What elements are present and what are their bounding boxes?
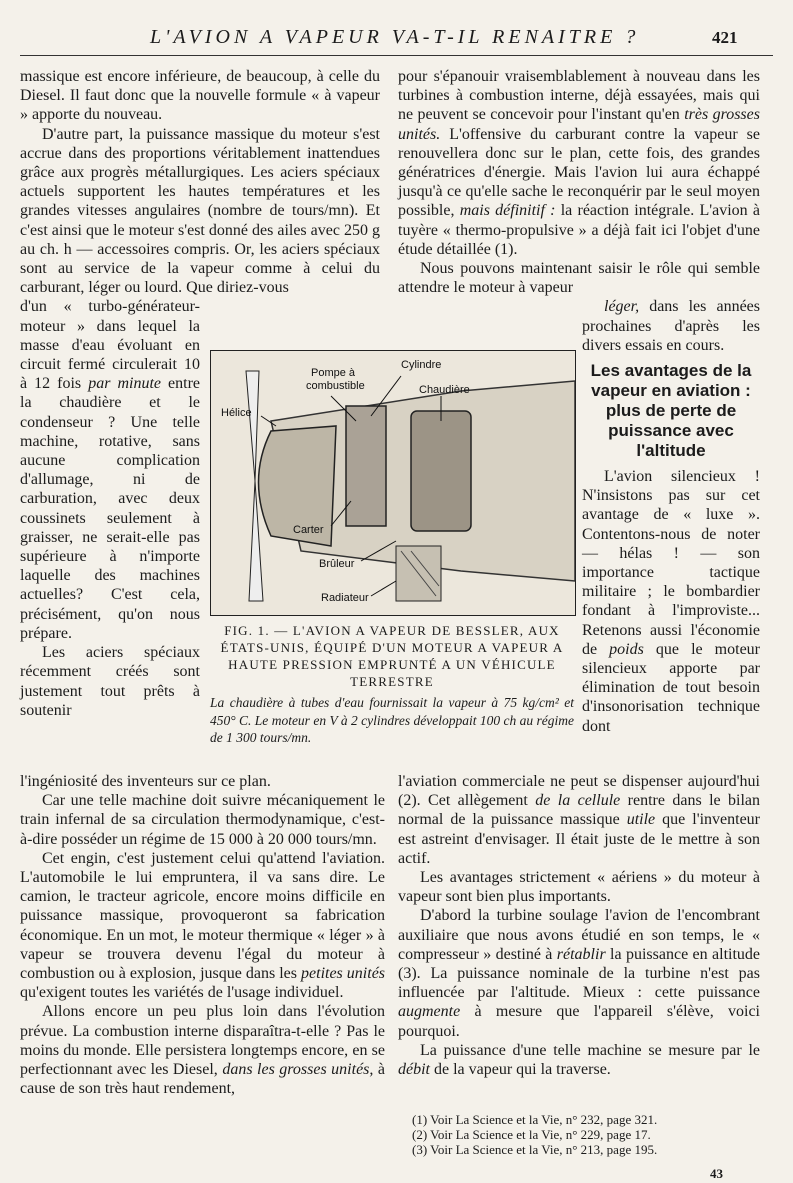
left-paragraph-2: D'autre part, la puissance massique du moteur s'est accrue dans des proportions véritablement inattendues grâce aux progrès métallurgiques. Les aciers spéciaux actuels supportent les hautes températures et les grandes vitesses angulaires (nombre de tours/mn). Et c'est ainsi que le moteur s'est donné des ailes avec 250 g au ch. h — accessoires compris. Or, les aciers spéciaux sont au service de la vapeur comme à celui du carburant, léger ou lourd. Que diriez-vous <box>20 125 380 297</box>
label-chaudiere: Chaudière <box>419 384 470 396</box>
right-paragraph-6 <box>398 1041 760 1079</box>
left-paragraph-5 <box>20 849 385 1003</box>
left-p5-end: qu'exigent toutes les variétés de l'usage individuel. <box>20 984 344 1002</box>
left-narrow-text <box>20 297 200 719</box>
footer-page-number: 43 <box>710 1166 723 1181</box>
left-p6-em: dans les grosses unités, <box>222 1061 374 1079</box>
left-p5-em: petites unités <box>301 965 386 983</box>
right-p5-end2: à mesure que l'appareil s'élève, voici pourquoi. <box>398 1003 760 1040</box>
right-p1-em: très grosses unités. <box>398 106 760 143</box>
right-p6-end: de la vapeur qui la traverse. <box>434 1061 611 1079</box>
right-p6-em: débit <box>398 1061 430 1079</box>
right-paragraph-3 <box>582 467 760 736</box>
right-p2-em: léger, <box>604 298 640 316</box>
left-paragraph-6 <box>20 1002 385 1098</box>
right-p5-end: la puissance en altitude (3). La puissance nominale de la turbine n'est pas influencée par l'altitude. Mieux : cette puissance <box>398 945 761 1002</box>
right-column-lower <box>398 772 760 1079</box>
right-p5-text: D'abord la turbine soulage l'avion de l'encombrant auxiliaire que nous avons étudié en son temps, le « compresseur » destiné à <box>398 907 760 963</box>
left-column-lower <box>20 772 385 1098</box>
left-paragraph-2-end: entre la chaudière et le condenseur ? Une telle machine, rotative, sans aucune complication d'allumage, ni de carburation, avec deux coussinets seulement à graisser, ne serait-elle pas supérieure à n'importe laquelle des machines actuelles? C'est cela, précisément, qu'on nous prépare. <box>20 375 201 642</box>
running-title: L'AVION A VAPEUR VA-T-IL RENAITRE ? <box>150 26 640 48</box>
figure-caption: FIG. 1. — L'AVION A VAPEUR DE BESSLER, AUX ÉTATS-UNIS, ÉQUIPÉ D'UN MOTEUR A VAPEUR A HAUTE PRESSION EMPRUNTÉ A UN VÉHICULE TERRESTRE <box>220 623 564 689</box>
right-p3-final: l'aviation commerciale ne peut se dispenser aujourd'hui (2). Cet allègement <box>398 773 760 810</box>
right-p2-text: Nous pouvons maintenant saisir le rôle qui semble attendre le moteur à vapeur <box>398 260 760 297</box>
right-p6-text: La puissance d'une telle machine se mesure par le <box>420 1041 760 1059</box>
right-p3-text: L'avion silencieux ! N'insistons pas sur cet avantage de « luxe ». Contentons-nous de noter — hélas ! — son importance tactique militaire ; le bombardier fondant à l'improviste... Retenons aussi l'économie de <box>582 468 760 658</box>
label-combustible: combustible <box>306 380 365 392</box>
right-p3-em: poids <box>609 640 644 658</box>
right-p2-end: dans les années prochaines d'après les divers essais en cours. <box>582 298 761 354</box>
right-p1-em2: mais définitif : <box>459 202 556 220</box>
footnote-3: (3) Voir La Science et la Vie, n° 213, page 195. <box>412 1142 658 1157</box>
right-paragraph-4: Les avantages strictement « aériens » du moteur à vapeur sont bien plus importants. <box>398 869 760 906</box>
right-paragraph-1 <box>398 67 760 259</box>
label-carter: Carter <box>293 524 324 536</box>
right-p3-em3: utile <box>626 811 656 829</box>
left-p5-text: Cet engin, c'est justement celui qu'attend l'aviation. L'automobile le lui empruntera, il va sans dire. Le camion, le tracteur agricole, encore moins difficile en puissance massique, provoqueront sa fabrication économique. En un mot, le moteur thermique « léger » à vapeur se trouvera devenu l'égal du moteur à combustion ou à explosion, jusque dans les <box>20 849 385 983</box>
left-paragraph-3-end: l'ingéniosité des inventeurs sur ce plan. <box>20 773 271 790</box>
right-p1-end: L'offensive du carburant contre la vapeur se renouvellera donc sur le plan, cette fois, des grandes génératrices d'énergie. Mais l'avion lui aura échappé jusqu'à ce qu'elle sache le reconquérir par le seul moyen possible, <box>398 125 761 220</box>
section-heading: Les avantages de la vapeur en aviation : plus de perte de puissance avec l'altitude <box>590 361 752 461</box>
left-emphasis-par-minute: par minute <box>88 375 161 393</box>
right-paragraph-3-cont <box>398 772 760 868</box>
right-p5-em2: augmente <box>398 1003 461 1021</box>
left-p6-end: à cause de son très haut rendement, <box>20 1061 386 1098</box>
footnote-2: (2) Voir La Science et la Vie, n° 229, page 17. <box>412 1127 651 1142</box>
header-rule <box>20 55 773 56</box>
right-p5-em: rétablir <box>556 945 606 963</box>
left-p6-text: Allons encore un peu plus loin dans l'évolution prévue. La combustion interne disparaîtra-t-elle ? Pas le moins du monde. Elle persistera longtemps encore, en se perfectionnant avec les Diesel, <box>20 1003 385 1079</box>
right-p3-final3: que l'inventeur est astreint d'envisager. Il était juste de le mettre à son actif. <box>398 811 761 867</box>
label-cylindre: Cylindre <box>401 359 442 371</box>
label-pompe: Pompe à <box>311 367 356 379</box>
label-bruleur: Brûleur <box>319 558 355 570</box>
right-paragraph-2 <box>398 259 760 355</box>
right-narrow-block <box>582 361 760 736</box>
right-p3-em2: de la cellule <box>535 792 621 810</box>
label-helice: Hélice <box>221 407 252 419</box>
page-number: 421 <box>712 28 738 47</box>
label-radiateur: Radiateur <box>321 592 369 604</box>
figure-note: La chaudière à tubes d'eau fournissait la vapeur à 75 kg/cm² et 450° C. Le moteur en V à 2 cylindres développait 100 ch au régime de 1 300 tours/mn. <box>210 695 574 745</box>
right-paragraph-5 <box>398 906 760 1040</box>
left-paragraph-3: Les aciers spéciaux récemment créés sont justement tout prêts à soutenir <box>20 644 200 719</box>
right-p3-final2: rentre dans le bilan normal de la puissance massique <box>398 792 761 829</box>
footnote-1: (1) Voir La Science et la Vie, n° 232, page 321. <box>412 1112 658 1127</box>
right-p1-end2: la réaction intégrale. L'avion à tuyère « thermo-propulsive » a déjà fait ici l'objet d'une étude détaillée (1). <box>398 202 760 258</box>
footnotes <box>412 1112 764 1157</box>
left-paragraph-2-cont: d'un « turbo-générateur-moteur » dans lequel la masse d'eau évoluant en circuit fermé circulerait 10 à 12 fois <box>20 298 200 393</box>
left-paragraph-1: massique est encore inférieure, de beaucoup, à celle du Diesel. Il faut donc que la nouvelle formule « à vapeur » apporte du nouveau. <box>20 68 380 124</box>
right-column <box>398 67 760 736</box>
right-p3-end: que le moteur silencieux apporte par élimination de tout besoin d'insonorisation technique dont <box>582 640 760 735</box>
right-p1-text: pour s'épanouir vraisemblablement à nouveau dans les turbines à combustion interne, déjà essayées, mais qui ne peuvent se concevoir pour l'instant qu'en <box>398 68 760 124</box>
left-paragraph-4: Car une telle machine doit suivre mécaniquement le train infernal de sa circulation thermodynamique, c'est-à-dire posséder un régime de 15 000 à 20 000 tours/mn. <box>20 792 385 848</box>
